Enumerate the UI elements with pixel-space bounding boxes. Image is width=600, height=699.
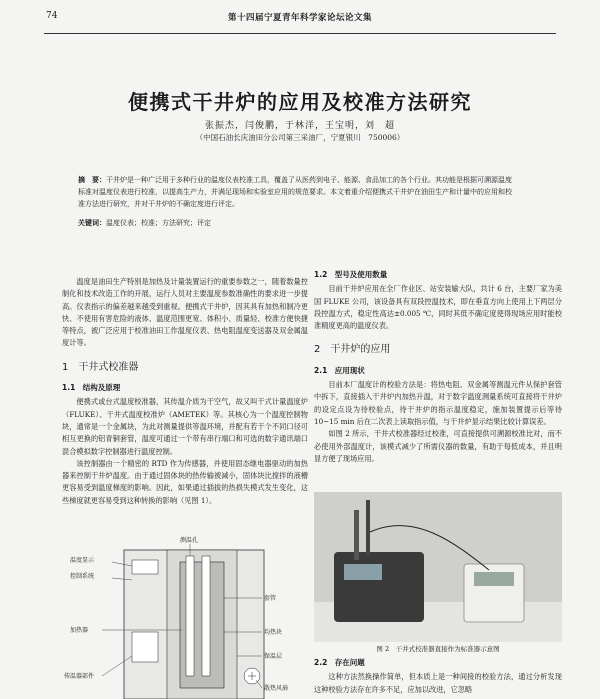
test-hole xyxy=(202,556,210,676)
abstract xyxy=(78,174,518,210)
sensor-part xyxy=(132,632,158,662)
paragraph: 便携式或台式温度校准器，其传温介质为干空气，故又叫干式计量温度炉（FLUKE）、干井式温度校准炉（AMETEK）等。其核心为一个温度控制物块，通常是一个金属块，为此对测量提供等温环境，并配有若干个不同口径可相互更换的铝青铜套管，温度可通过一个带有串行端口和可选的数字通讯端口混合模拟数字控制器进行温度控制。 xyxy=(62,397,308,456)
page-number: 74 xyxy=(46,11,58,21)
fig1-label-sensor: 传温器部件 xyxy=(64,673,95,680)
probe xyxy=(366,500,370,556)
calibrator-display xyxy=(344,564,382,580)
figure-1-dry-well-diagram xyxy=(62,536,308,699)
section-1-heading: 1 干井式校准器 xyxy=(62,361,139,373)
affiliation: （中国石油长庆油田分公司第三采油厂，宁夏银川 750006） xyxy=(195,133,405,142)
intro-paragraph: 温度是油田生产特别是加热及计量装置运行的重要参数之一，随着数量控制化和技术改造工作的开展，运行人员对主要温度参数准确性的要求进一步提高。仪表指示的偏差越来越受到重视。便携式干井炉，因其具有加热和制冷更快、不使用有害危险的液体、温度范围更宽、体积小、质量轻、校准方便快捷等特点，被广泛应用于校准油田工作温度仪表、热电阻温度变送器及双金属温度计等。 xyxy=(62,277,308,348)
subsection-1-2-heading: 1.2 型号及使用数量 xyxy=(314,270,388,279)
keywords-text: 温度仪表；校准；方法研究；评定 xyxy=(106,219,211,227)
paper-title: 便携式干井炉的应用及校准方法研究 xyxy=(128,90,472,114)
journal-title: 第十四届宁夏青年科学家论坛论文集 xyxy=(227,13,372,23)
figure-2-photo xyxy=(314,492,562,650)
fig1-label-sleeve: 套管 xyxy=(264,595,277,602)
paragraph: 这种方法然换操作简单，但本质上是一种间接的校验方法，通过分析发现这种校验方法存在许多不足，应加以改进，它忽略 xyxy=(314,672,562,694)
paragraph: 目前本厂温度计的校验方法是：将热电阻、双金属等测温元件从保护套管中拆下，直接插入干井炉内加热升温，对于数字温度测量系统可直接将干井炉的设定点设为待校验点，待干井炉的指示温度稳定，施加装置提示后等待 10~15 min 后在二次表上读取指示值，与干井炉显示结果比较计算误差。 xyxy=(314,380,562,426)
meter-display xyxy=(474,572,514,586)
header-rule xyxy=(44,33,556,34)
fig1-label-control-system: 控制系统 xyxy=(70,573,95,580)
abstract-text: 干井炉是一种广泛用于多种行业的温度仪表校准工具，覆盖了从医药到电子、能源、食品加工的各个行业。其功能是根据可溯源温度标准对温度仪表进行校准，以提高生产力，并满足现场和实验室应用的规范要求。本文着重介绍便携式干井炉在油田生产和计量中的应用和校准方法进行研究，并对干井炉的不确定度进行评定。 xyxy=(78,176,512,208)
right-column xyxy=(314,265,562,465)
probe xyxy=(354,510,359,560)
fig1-label-test-hole: 测温孔 xyxy=(180,537,199,544)
subsection-2-2-heading: 2.2 存在问题 xyxy=(314,658,365,667)
test-hole xyxy=(186,556,194,676)
paragraph: 如图 2 所示，干井式校准器经过校准，可直接提供可溯源校准比对，而不必使用外部温度计，该模式减少了所需仪器的数量，有助于每低成本，并且明显方便了现场应用。 xyxy=(314,429,562,463)
subsection-1-1-heading: 1.1 结构及原理 xyxy=(62,383,121,393)
keywords-label: 关键词： xyxy=(78,219,106,227)
dry-well-calibrator xyxy=(334,552,424,622)
keywords xyxy=(78,218,518,228)
left-column xyxy=(62,276,308,507)
temperature-display xyxy=(132,560,158,574)
right-column-bottom xyxy=(314,657,562,696)
subsection-2-1-heading: 2.1 应用现状 xyxy=(314,365,365,375)
fig1-label-heat-block: 均热块 xyxy=(264,629,283,636)
figure-2-caption: 图 2 干井式校准器直接作为标准器示意图 xyxy=(376,645,500,653)
fig1-label-heater: 加热器 xyxy=(70,627,89,634)
authors: 张振杰，闫俊鹏，于林洋，王宝明，刘 超 xyxy=(204,121,395,131)
paragraph: 该控制器由一个精密的 RTD 作为传感器，并使用固态继电器驱动的加热器来控制干井炉温度。由于通过固体块的热传输被减小，固体块比搅拌的液槽更容易受到温度梯度的影响。因此，如果通过插拔的热损失模式发生变化，这些梯度就更容易受到这种转换的影响（见图 1）。 xyxy=(62,458,308,505)
paragraph: 目前干井炉应用在全厂作业区、站安装输大队，共计 6 台，主要厂家为美国 FLUKE 公司，该设备具有双段控温技术，即在垂直方向上使用上下两层分段控温方式，稳定性高达±0.005 ℃，同时其低不确定度使得现场应用时能校准精度更高的温度仪表。 xyxy=(314,284,562,331)
fig1-label-insulation: 保温层 xyxy=(264,653,283,660)
page-header xyxy=(0,0,600,40)
fig1-label-temp-display: 温度显示 xyxy=(70,557,95,564)
abstract-label: 摘 要： xyxy=(78,176,106,184)
section-2-heading: 2 干井炉的应用 xyxy=(314,344,391,356)
fig1-label-fan: 散热风扇 xyxy=(264,685,289,692)
